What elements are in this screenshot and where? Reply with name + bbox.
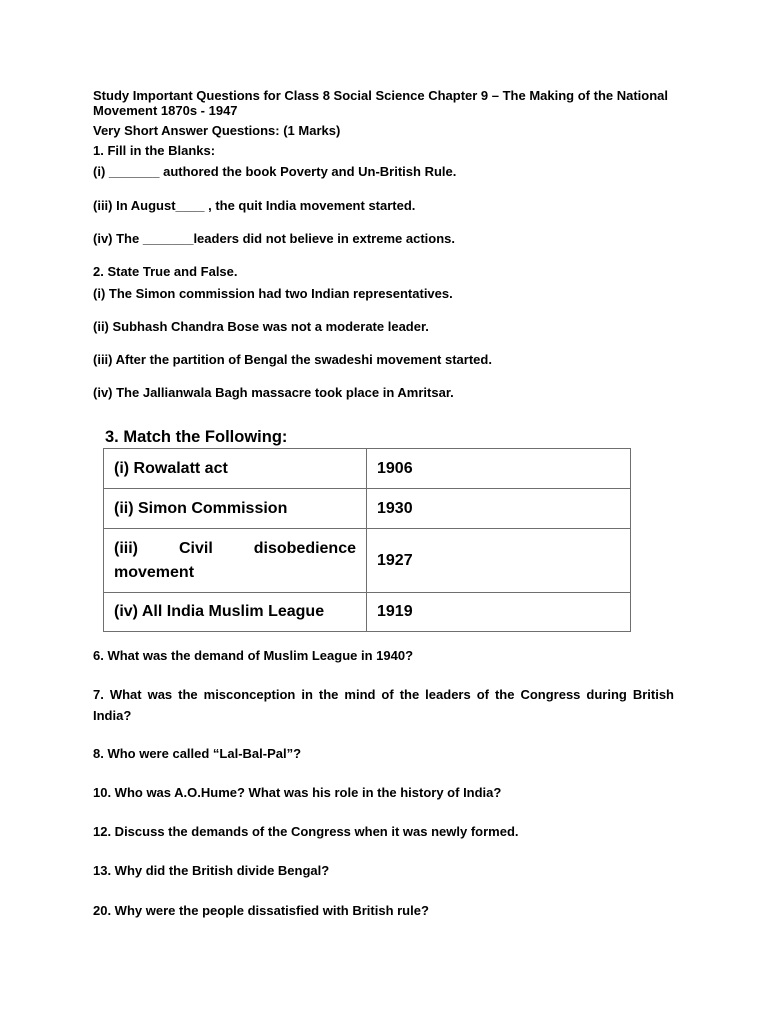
true-false-item: (ii) Subhash Chandra Bose was not a moderate leader. (93, 319, 429, 334)
document-title: Study Important Questions for Class 8 Social Science Chapter 9 – The Making of the National Movement 1870s - 1947 (93, 88, 669, 118)
match-left-cell: (i) Rowalatt act (104, 449, 367, 489)
table-row (104, 593, 631, 632)
question-item: 12. Discuss the demands of the Congress when it was newly formed. (93, 824, 519, 839)
match-left-cell: (iv) All India Muslim League (104, 593, 367, 632)
table-row (104, 449, 631, 489)
match-right-cell: 1930 (367, 489, 631, 529)
true-false-item: (iii) After the partition of Bengal the swadeshi movement started. (93, 352, 492, 367)
table-row (104, 489, 631, 529)
true-false-heading: 2. State True and False. (93, 264, 238, 279)
section-heading: Very Short Answer Questions: (1 Marks) (93, 123, 341, 138)
question-item: 7. What was the misconception in the mind of the leaders of the Congress during British India? (93, 687, 674, 723)
fill-blank-item: (iii) In August____ , the quit India movement started. (93, 198, 416, 213)
question-item: 8. Who were called “Lal-Bal-Pal”? (93, 746, 302, 761)
question-item: 13. Why did the British divide Bengal? (93, 863, 330, 878)
table-row (104, 529, 631, 593)
question-item: 10. Who was A.O.Hume? What was his role in the history of India? (93, 785, 502, 800)
true-false-item: (iv) The Jallianwala Bagh massacre took place in Amritsar. (93, 385, 454, 400)
match-left-cell (104, 529, 367, 593)
match-right-cell: 1906 (367, 449, 631, 489)
fill-blanks-heading: 1. Fill in the Blanks: (93, 143, 216, 158)
match-right-cell: 1919 (367, 593, 631, 632)
match-left-text: (iii) Civil disobedience movement (114, 539, 356, 581)
question-item: 6. What was the demand of Muslim League in 1940? (93, 648, 414, 663)
match-table (103, 448, 631, 632)
fill-blank-item: (iv) The _______leaders did not believe in extreme actions. (93, 231, 455, 246)
true-false-item: (i) The Simon commission had two Indian representatives. (93, 286, 453, 301)
match-right-cell: 1927 (367, 529, 631, 593)
question-item: 20. Why were the people dissatisfied with British rule? (93, 903, 429, 918)
match-heading: 3. Match the Following: (105, 428, 288, 446)
fill-blank-item: (i) _______ authored the book Poverty and Un-British Rule. (93, 164, 457, 179)
match-left-cell: (ii) Simon Commission (104, 489, 367, 529)
